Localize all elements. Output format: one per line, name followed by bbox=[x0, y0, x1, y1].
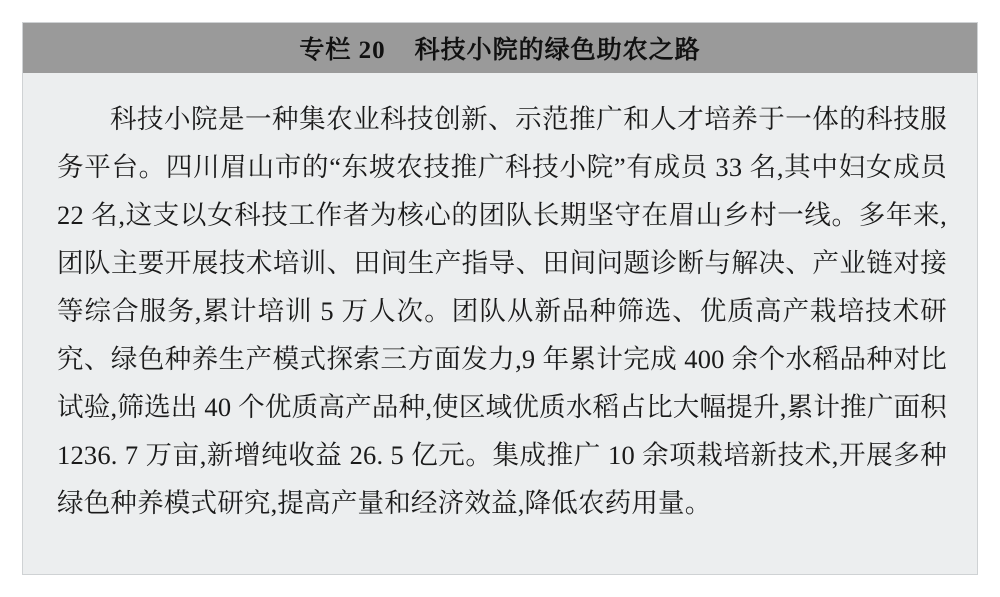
feature-box-header bbox=[23, 23, 977, 73]
feature-box bbox=[22, 22, 978, 575]
feature-box-body bbox=[23, 73, 977, 574]
feature-box-paragraph: 科技小院是一种集农业科技创新、示范推广和人才培养于一体的科技服务平台。四川眉山市的“东坡农技推广科技小院”有成员 33 名,其中妇女成员 22 名,这支以女科技工作者为核心的团队长期坚守在眉山乡村一线。多年来,团队主要开展技术培训、田间生产指导、田间问题诊断与解决、产业链对接等综合服务,累计培训 5 万人次。团队从新品种筛选、优质高产栽培技术研究、绿色种养生产模式探索三方面发力,9 年累计完成 400 余个水稻品种对比试验,筛选出 40 个优质高产品种,使区域优质水稻占比大幅提升,累计推广面积 1236. 7 万亩,新增纯收益 26. 5 亿元。集成推广 10 余项栽培新技术,开展多种绿色种养模式研究,提高产量和经济效益,降低农药用量。 bbox=[57, 104, 947, 518]
feature-box-title: 专栏 20 科技小院的绿色助农之路 bbox=[299, 37, 701, 64]
